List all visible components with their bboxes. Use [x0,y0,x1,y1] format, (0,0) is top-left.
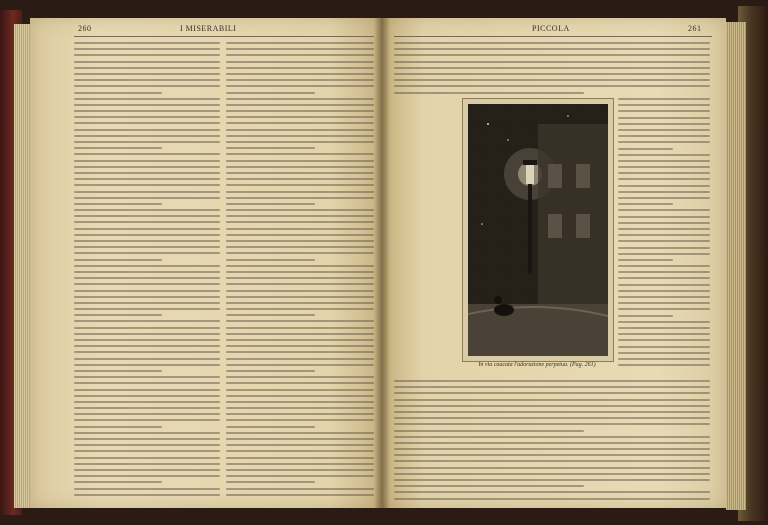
text-line [226,122,374,124]
text-line [618,110,710,112]
text-line [394,411,710,413]
engraving-illustration [468,104,608,356]
text-line [618,284,710,286]
text-line [226,110,374,112]
text-line [618,197,710,199]
text-line [74,85,220,87]
text-line [74,110,220,112]
text-line [618,259,673,261]
text-line [226,98,374,100]
left-page-number: 260 [78,24,92,33]
text-line [74,450,220,452]
text-line [226,463,374,465]
text-line [74,444,220,446]
text-line [226,395,374,397]
text-line [618,352,710,354]
text-line [394,436,710,438]
text-line [226,209,374,211]
text-line [226,333,374,335]
text-line [74,333,220,335]
text-line [74,320,220,322]
text-line [618,302,710,304]
text-line [74,296,220,298]
right-page-number: 261 [688,24,702,33]
text-line [394,442,710,444]
text-line [226,203,315,205]
text-line [226,345,374,347]
text-line [74,215,220,217]
text-line [74,203,162,205]
text-line [226,376,374,378]
text-line [74,438,220,440]
text-line [394,405,710,407]
text-line [74,178,220,180]
text-line [226,364,374,366]
text-line [226,327,374,329]
text-line [618,315,673,317]
text-line [226,488,374,490]
text-line [226,265,374,267]
text-line [226,85,374,87]
text-line [74,283,220,285]
text-line [394,399,710,401]
text-line [226,314,315,316]
text-line [618,172,710,174]
text-line [226,116,374,118]
text-line [74,116,220,118]
text-line [74,327,220,329]
text-line [618,160,710,162]
text-line [618,129,710,131]
text-line [74,135,220,137]
text-line [226,141,374,143]
text-line [618,333,710,335]
text-line [74,228,220,230]
text-line [74,351,220,353]
text-line [226,79,374,81]
text-line [226,457,374,459]
text-line [226,450,374,452]
text-line [74,277,220,279]
text-line [74,339,220,341]
text-line [74,494,220,496]
text-line [226,277,374,279]
left-column-1 [74,42,220,500]
text-line [74,79,220,81]
text-line [74,432,220,434]
text-line [74,308,220,310]
text-line [226,290,374,292]
text-line [74,376,220,378]
text-line [74,122,220,124]
text-line [74,345,220,347]
text-line [226,401,374,403]
text-line [226,432,374,434]
text-line [394,380,710,382]
text-line [618,209,710,211]
text-line [618,135,710,137]
text-line [618,104,710,106]
text-line [394,479,710,481]
text-line [226,438,374,440]
book-gutter [374,18,390,508]
text-line [74,129,220,131]
text-line [226,129,374,131]
text-line [74,48,220,50]
text-line [226,296,374,298]
text-line [226,320,374,322]
text-line [618,271,710,273]
text-line [394,460,710,462]
text-line [226,382,374,384]
text-line [74,104,220,106]
text-line [74,481,162,483]
text-line [394,79,710,81]
text-line [618,308,710,310]
text-line [74,419,220,421]
text-line [618,327,710,329]
text-line [226,197,374,199]
text-line [394,448,710,450]
text-line [226,389,374,391]
text-line [74,389,220,391]
text-line [618,141,710,143]
text-line [618,240,710,242]
text-line [74,457,220,459]
text-line [226,358,374,360]
text-line [226,166,374,168]
text-line [74,153,220,155]
text-line [74,413,220,415]
text-line [618,346,710,348]
text-line [394,48,710,50]
text-line [618,228,710,230]
text-line [226,67,374,69]
text-line [74,314,162,316]
text-line [226,172,374,174]
text-line [394,73,710,75]
text-line [74,290,220,292]
text-line [394,485,584,487]
text-line [74,252,220,254]
left-page [30,18,382,508]
text-line [394,42,710,44]
text-line [618,222,710,224]
text-line [618,265,710,267]
text-line [74,160,220,162]
text-line [74,234,220,236]
text-line [226,184,374,186]
text-line [74,395,220,397]
text-line [74,265,220,267]
text-line [618,166,710,168]
text-line [394,61,710,63]
text-line [74,240,220,242]
text-line [226,147,315,149]
text-line [74,401,220,403]
text-line [394,85,710,87]
text-line [74,382,220,384]
text-line [226,48,374,50]
text-line [618,358,710,360]
text-line [74,407,220,409]
text-line [618,178,710,180]
right-top-text [394,42,710,98]
text-line [74,54,220,56]
text-line [74,370,162,372]
text-line [618,191,710,193]
text-line [226,252,374,254]
text-line [226,61,374,63]
text-line [226,494,374,496]
text-line [618,117,710,119]
text-line [226,370,315,372]
text-line [74,67,220,69]
text-line [394,92,584,94]
text-line [394,386,710,388]
text-line [618,185,710,187]
right-running-head: PICCOLA [532,24,570,33]
text-line [74,172,220,174]
text-line [74,141,220,143]
text-line [74,73,220,75]
text-line [74,42,220,44]
text-line [226,221,374,223]
text-line [74,147,162,149]
illustration-caption: In via caucata l'adorazione perpetua. (Pag. 261) [478,362,596,368]
text-line [394,498,710,500]
text-line [226,413,374,415]
text-line [74,426,162,428]
text-line [394,417,710,419]
text-line [226,271,374,273]
text-line [618,290,710,292]
text-line [74,469,220,471]
text-line [394,473,710,475]
text-line [226,407,374,409]
text-line [226,191,374,193]
text-line [394,491,710,493]
text-line [74,246,220,248]
left-running-head: I MISERABILI [180,24,237,33]
text-line [618,123,710,125]
text-line [74,463,220,465]
text-line [226,234,374,236]
text-line [74,475,220,477]
text-line [226,444,374,446]
left-column-2 [226,42,374,500]
engraving-plate [462,98,614,362]
text-line [394,467,710,469]
text-line [394,423,710,425]
text-line [226,160,374,162]
text-line [226,475,374,477]
text-line [618,321,710,323]
left-header-rule [74,36,374,37]
text-line [618,98,710,100]
right-header-rule [394,36,712,37]
text-line [74,61,220,63]
text-line [394,392,710,394]
text-line [226,228,374,230]
text-line [74,488,220,490]
text-line [226,419,374,421]
text-line [74,209,220,211]
text-line [618,247,710,249]
right-side-column [618,98,710,370]
text-line [226,73,374,75]
text-line [226,215,374,217]
right-page [382,18,726,508]
text-line [74,184,220,186]
text-line [618,203,673,205]
text-line [74,364,220,366]
text-line [618,148,673,150]
text-line [226,469,374,471]
text-line [74,92,162,94]
text-line [74,259,162,261]
text-line [226,42,374,44]
text-line [618,234,710,236]
text-line [618,296,710,298]
text-line [226,308,374,310]
text-line [226,104,374,106]
text-line [226,178,374,180]
text-line [226,339,374,341]
text-line [618,253,710,255]
text-line [226,259,315,261]
text-line [74,197,220,199]
text-line [226,351,374,353]
text-line [618,154,710,156]
page-edges-right [726,22,746,510]
text-line [394,454,710,456]
text-line [74,302,220,304]
text-line [74,271,220,273]
text-line [394,430,584,432]
text-line [74,98,220,100]
right-bottom-text [394,380,710,504]
text-line [226,481,315,483]
text-line [74,221,220,223]
text-line [394,67,710,69]
text-line [226,246,374,248]
text-line [618,216,710,218]
text-line [226,283,374,285]
text-line [226,240,374,242]
text-line [226,153,374,155]
text-line [74,166,220,168]
text-line [226,426,315,428]
text-line [618,364,710,366]
text-line [226,54,374,56]
text-line [618,277,710,279]
text-line [618,339,710,341]
text-line [226,302,374,304]
text-line [394,54,710,56]
text-line [226,135,374,137]
text-line [226,92,315,94]
text-line [74,358,220,360]
text-line [74,191,220,193]
